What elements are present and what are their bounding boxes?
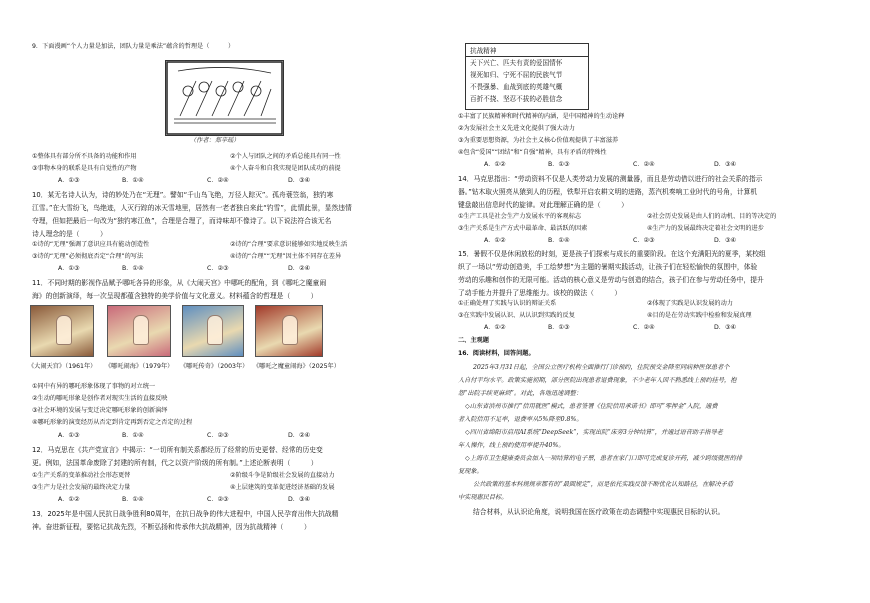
poster-image-3 <box>182 305 244 357</box>
q13-option-1: ①丰富了民族精神和时代精神的内涵，是中国精神的生动诠释 <box>458 113 625 120</box>
q10-option-4: ④诗的“合理”“无理”因主体不同存在差异 <box>230 253 342 260</box>
q14-choice-c: C．②③ <box>633 237 655 244</box>
poster-image-1 <box>30 305 94 357</box>
q9-option-2: ②个人与团队之间的矛盾总能具有同一性 <box>230 153 341 160</box>
q16-bullet-line-2: 者入院信用不足率，退费率从5%降至0.8%。 <box>458 416 583 423</box>
q10-option-2: ②诗的“合理”要求意识能够如实地反映生活 <box>230 241 348 248</box>
q11-choice-b: B．①④ <box>122 432 144 439</box>
q9-choice-d: D．③④ <box>288 177 311 184</box>
q15-line-1: 15．暑假不仅是休闲放松的时刻，更是孩子们探索与成长的重要阶段。在这个充满阳光的夏季，某校组 <box>458 250 766 258</box>
q10-option-1: ①诗的“无理”强调了意识应具有能动创造性 <box>32 241 150 248</box>
q13-box-line-2: 视死如归、宁死不屈的民族气节 <box>470 71 563 79</box>
poster-caption-3: 《哪吒传奇》（2003年） <box>180 363 249 370</box>
q15-line-3: 劳动的乐趣和创作的无限可能。活动的核心意义是劳动与创造的结合，孩子们在参与劳动任务中，提升 <box>458 276 764 284</box>
q12-choice-b: B．①④ <box>122 496 144 503</box>
q9-option-1: ①整体具有部分所不具备的功能和作用 <box>32 153 137 160</box>
q11-option-3: ③社会环境的发展与变迁决定哪吒形象的创新演绎 <box>32 407 168 414</box>
poster-caption-1: 《大闹天宫》（1961年） <box>28 363 97 370</box>
q11-option-4: ④哪吒形象的演变经历从否定到肯定再到否定之否定的过程 <box>32 419 193 426</box>
q10-line-3: 夺理，但如把最后一句改为“独钓寒江鱼”，合理是合理了，而诗味却不像诗了。以下说法符合该无名 <box>32 217 332 225</box>
q13-line-2: 神。奋进新征程，要铭记抗战先烈，不断弘扬和传承伟大抗战精神，因为抗战精神（ ） <box>32 523 311 531</box>
q13-option-4: ④包含“爱国”“团结”和“自强”精神，具有矛盾的特殊性 <box>458 149 607 156</box>
q10-line-2: 江雪。”在大雪纷飞，鸟绝迹，人灭行踪的冰天雪地里，居然有一老者独自来此“钓雪”，此情此景，显然违情 <box>32 204 352 212</box>
q9-choice-a: A．①③ <box>58 177 80 184</box>
q13-choice-d: D．③④ <box>714 161 737 168</box>
q16-stem: 16．阅读材料，回答问题。 <box>458 350 535 357</box>
q11-line-2: 海》的创新演绎，每一次呈现都蕴含独特的美学价值与文化意义。材料蕴含的哲理是（ ） <box>32 292 318 300</box>
q14-option-1: ①生产工具是社会生产力发展水平的客观标志 <box>458 213 582 220</box>
q9-choice-c: C．②④ <box>207 177 229 184</box>
q16-close-line-1: 公共政策的基本科规规章都有的“最圆规定”，而是依托实践反馈不断优化认知路径，在解决矛盾 <box>473 481 734 488</box>
q9-stem: 9．下面漫画“个人力量是加法，团队力量是乘法”蕴含的哲理是（ ） <box>32 43 235 50</box>
q10-choice-b: B．①④ <box>122 265 144 272</box>
q15-choice-d: D．③④ <box>714 324 737 331</box>
q10-choice-d: D．②④ <box>288 265 311 272</box>
q12-line-2: 更。例如，法国革命废除了封建的所有制，代之以资产阶级的所有制。”上述论断表明（ ） <box>32 459 318 467</box>
q15-option-4: ④目的是在劳动实践中检验和发展真理 <box>647 312 752 319</box>
q9-option-3: ③事物本身的联系是具有自觉性的产物 <box>32 165 137 172</box>
q13-option-2: ②为发展社会主义先进文化提供了强大动力 <box>458 125 575 132</box>
q13-box-line-1: 天下兴亡、匹夫有责的爱国情怀 <box>470 59 563 67</box>
q15-option-2: ②体现了实践是认识发展的动力 <box>647 300 733 307</box>
q14-option-2: ②社会历史发展是由人们的动机、目的等决定的 <box>647 213 777 220</box>
q10-option-3: ③诗的“无理”必须彻底否定“合理”的写法 <box>32 253 144 260</box>
poster-image-2 <box>107 305 171 357</box>
q13-spirit-box <box>465 43 589 110</box>
q12-option-2: ②阶级斗争是阶级社会发展的直接动力 <box>230 472 335 479</box>
q10-choice-a: A．①③ <box>58 265 80 272</box>
q13-choice-c: C．②④ <box>633 161 655 168</box>
poster-caption-4: 《哪吒之魔童闹海》（2025年） <box>253 363 340 370</box>
q11-choice-a: A．①③ <box>58 432 80 439</box>
poster-image-4 <box>255 305 323 357</box>
q13-box-line-4: 百折不挠、坚忍不拔的必胜信念 <box>470 95 563 103</box>
q15-option-3: ③在实践中发展认识、从认识到实践的反复 <box>458 312 575 319</box>
q16-bullet-line-6: 复现象。 <box>458 468 483 475</box>
q16-close-line-2: 中实现惠民目标。 <box>458 494 508 501</box>
nezha-figure-icon <box>207 315 223 345</box>
q14-line-3: 键盘敲出信息时代的旋律。对此理解正确的是（ ） <box>458 201 628 209</box>
q10-choice-c: C．②③ <box>207 265 229 272</box>
q16-bullet-line-3: ◇四川省绵阳市启用AI系统“DeepSeek”，实现出院“床旁3分钟结算”，并通过语音助手指导老 <box>465 429 723 436</box>
q14-choice-b: B．①④ <box>548 237 570 244</box>
q15-choice-c: C．②④ <box>633 324 655 331</box>
q15-choice-b: B．①③ <box>548 324 570 331</box>
poster-caption-2: 《哪吒闹海》（1979年） <box>105 363 174 370</box>
q13-line-1: 13．2025年是中国人民抗日战争胜利80周年，在抗日战争的伟大进程中，中国人民孕育出伟大抗战精 <box>32 510 339 518</box>
q12-line-1: 12．马克思在《共产党宣言》中揭示：“一切所有制关系都经历了经常的历史更替、经常的历史变 <box>32 446 323 454</box>
nezha-figure-icon <box>56 315 72 345</box>
q9-choice-b: B．①④ <box>122 177 144 184</box>
q14-option-4: ④生产力的发展最终决定着社会文明的进步 <box>647 225 764 232</box>
q12-choice-c: C．②③ <box>207 496 229 503</box>
team-cartoon-illustration <box>166 61 283 135</box>
q15-line-2: 织了一场以“劳动创造美，手工绘梦想”为主题的暑期实践活动，让孩子们在轻松愉快的氛围中，体验 <box>458 263 758 271</box>
q9-option-4: ④个人奋斗和自我实现是团队成功的前提 <box>230 165 341 172</box>
q9-cartoon <box>165 60 284 136</box>
q14-line-1: 14．马克思指出：“劳动资料不仅是人类劳动力发展的测量器，而且是劳动借以进行的社会关系的指示 <box>458 175 763 183</box>
q12-option-4: ④上层建筑的变革促进经济基础的发展 <box>230 484 335 491</box>
q16-para-line-2: 人自付平均水平。政策实施初期，部分医院出现患者退费现象，不少老年人因不熟悉线上预约挂号，抱 <box>458 377 737 384</box>
q13-choice-a: A．①② <box>484 161 506 168</box>
q10-line-1: 10．某无名诗人认为，诗的妙处乃在“无理”。譬如“千山鸟飞绝，万径人踪灭”。孤舟蓑笠翁，独钓寒 <box>32 191 334 199</box>
q13-box-divider <box>466 56 588 57</box>
q15-line-4: 了动手能力并提升了思维能力。该校的做法（ ） <box>458 289 622 297</box>
nezha-figure-icon <box>282 315 298 345</box>
q16-bullet-line-4: 年人操作，线上预约使用率提升40%。 <box>458 442 565 449</box>
section-2-heading: 二、主观题 <box>458 337 489 344</box>
q14-choice-d: D．③④ <box>714 237 737 244</box>
q12-option-1: ①生产关系的变革推动社会形态更替 <box>32 472 131 479</box>
q11-option-1: ①同中有异的哪吒形象体现了事物的对立统一 <box>32 383 156 390</box>
q16-bullet-line-1: ◇山东省滨州市推行“信用就医”模式，患者签署《住院信用承诺书》即可“零押金”入院，通费 <box>465 403 718 410</box>
q11-option-2: ②生动的哪吒形象是创作者对现实生活的直接反映 <box>32 395 168 402</box>
q16-para-line-3: 怨“出院手续更麻烦”。对此，各地迅速调整： <box>458 390 582 397</box>
q11-choice-c: C．②③ <box>207 432 229 439</box>
q10-line-4: 诗人理念的是（ ） <box>32 230 107 238</box>
q14-line-2: 器。”钻木取火照亮从猿到人的历程，铁犁开启农耕文明的进路，蒸汽机奏响工业时代的号角，计算机 <box>458 188 758 196</box>
q11-choice-d: D．②④ <box>288 432 311 439</box>
q13-option-3: ③为重要思想资源，为社会主义核心价值观提供了丰富滋养 <box>458 137 619 144</box>
q11-line-1: 11．不同时期的影视作品赋予哪吒各异的形象，从《大闹天宫》中哪吒的配角，到《哪吒之魔童闹 <box>32 279 327 287</box>
q16-para-line-1: 2025年3月31日起，全国公立医疗机构全面推行门诊预约，住院预交金降至同病种医保患者个 <box>473 364 730 371</box>
q13-choice-b: B．①③ <box>548 161 570 168</box>
nezha-figure-icon <box>133 315 149 345</box>
q14-option-3: ③生产关系是生产方式中最革命、最活跃的因素 <box>458 225 588 232</box>
q16-bullet-line-5: ◇上海市卫生健康委员会加入一项结算的电子票，患者在家门口即可完成复诊开药，减少跨级就医的排 <box>465 455 743 462</box>
q12-option-3: ③生产力是社会发展的最终决定力量 <box>32 484 131 491</box>
q13-box-title: 抗战精神 <box>470 47 497 55</box>
q14-choice-a: A．①② <box>484 237 506 244</box>
q16-question: 结合材料，从认识论角度，说明我国在医疗政策在动态调整中实现惠民目标的认识。 <box>473 508 725 516</box>
q13-box-line-3: 不畏强暴、血战到底的英雄气概 <box>470 83 563 91</box>
q15-option-1: ①正确处理了实践与认识的辩证关系 <box>458 300 557 307</box>
q9-caption: （作者：郑辛瑶） <box>190 137 240 144</box>
q15-choice-a: A．①② <box>484 324 506 331</box>
q12-choice-d: D．③④ <box>288 496 311 503</box>
q12-choice-a: A．①② <box>58 496 80 503</box>
